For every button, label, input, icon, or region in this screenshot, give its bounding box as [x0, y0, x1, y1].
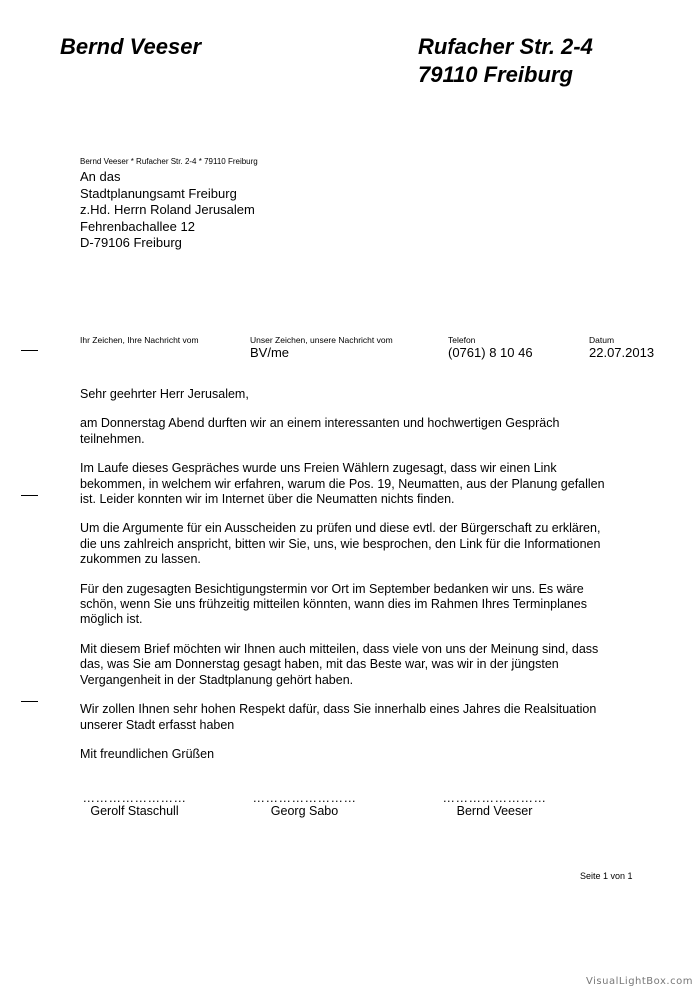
reference-ihr-zeichen	[80, 335, 199, 345]
signature-block	[432, 792, 557, 818]
body-paragraph: Um die Argumente für ein Ausscheiden zu prüfen und diese evtl. der Bürgerschaft zu erklären, die uns zahlreich anspricht, bitten wir Sie, uns, wie besprochen, den Link für die Informationen zukommen zu lassen.	[80, 521, 601, 567]
letter-body	[80, 387, 650, 776]
reference-telefon	[448, 335, 533, 361]
letterhead-name: Bernd Veeser	[60, 34, 202, 59]
signature-line: ……………………	[82, 791, 187, 805]
recipient-address	[80, 169, 255, 252]
fold-mark	[21, 495, 38, 496]
recipient-line: An das	[80, 169, 121, 184]
body-paragraph: Im Laufe dieses Gespräches wurde uns Freien Wählern zugesagt, dass wir einen Link bekommen, in welchem wir erfahren, warum die Pos. 19, Neumatten, aus der Planung gefallen ist. Leider konnten wir im Internet über die Neumatten nichts finden.	[80, 461, 605, 507]
page-number: Seite 1 von 1	[580, 871, 633, 881]
signature-name: Georg Sabo	[270, 804, 339, 818]
ref-value: (0761) 8 10 46	[448, 345, 533, 360]
ref-label: Unser Zeichen, unsere Nachricht vom	[250, 335, 393, 345]
fold-mark	[21, 350, 38, 351]
ref-value: BV/me	[250, 345, 290, 360]
body-paragraph: Mit diesem Brief möchten wir Ihnen auch mitteilen, dass viele von uns der Meinung sind, dass das, was Sie am Donnerstag gesagt haben, mit das Beste war, was wir in der jüngsten Vergangenheit in der Stadtplanung gehört haben.	[80, 641, 599, 687]
body-paragraph: Für den zugesagten Besichtigungstermin vor Ort im September bedanken wir uns. Es wäre schön, wenn Sie uns frühzeitig mitteilen könnten, wann dies im Rahmen Ihres Terminplanes möglich ist.	[80, 581, 587, 627]
ref-label: Datum	[589, 335, 615, 345]
reference-datum	[589, 335, 654, 361]
signature-name: Gerolf Staschull	[90, 804, 179, 818]
recipient-line: Fehrenbachallee 12	[80, 218, 195, 234]
ref-value: 22.07.2013	[589, 345, 655, 360]
salutation: Sehr geehrter Herr Jerusalem,	[80, 387, 249, 401]
closing: Mit freundlichen Grüßen	[80, 746, 215, 761]
letterhead-street: Rufacher Str. 2-4	[418, 34, 593, 59]
recipient-line: z.Hd. Herrn Roland Jerusalem	[80, 202, 255, 217]
body-paragraph: Wir zollen Ihnen sehr hohen Respekt dafür, dass Sie innerhalb eines Jahres die Realsituation unserer Stadt erfasst haben	[80, 702, 597, 732]
sender-return-line: Bernd Veeser * Rufacher Str. 2-4 * 79110 Freiburg	[80, 157, 258, 166]
recipient-line: Stadtplanungsamt Freiburg	[80, 185, 237, 201]
watermark: VisualLightBox.com	[586, 976, 693, 987]
body-paragraph: am Donnerstag Abend durften wir an einem interessanten und hochwertigen Gespräch teilnehmen.	[80, 416, 560, 446]
recipient-line: D-79106 Freiburg	[80, 235, 182, 250]
signature-name: Bernd Veeser	[456, 804, 533, 818]
fold-mark	[21, 701, 38, 702]
ref-label: Ihr Zeichen, Ihre Nachricht vom	[80, 335, 199, 345]
signature-block	[72, 792, 197, 818]
signature-line: ……………………	[252, 791, 357, 805]
signature-block	[242, 792, 367, 818]
letterhead-city: 79110 Freiburg	[418, 62, 573, 87]
ref-label: Telefon	[448, 335, 476, 345]
reference-unser-zeichen	[250, 335, 393, 361]
signature-line: ……………………	[442, 791, 547, 805]
